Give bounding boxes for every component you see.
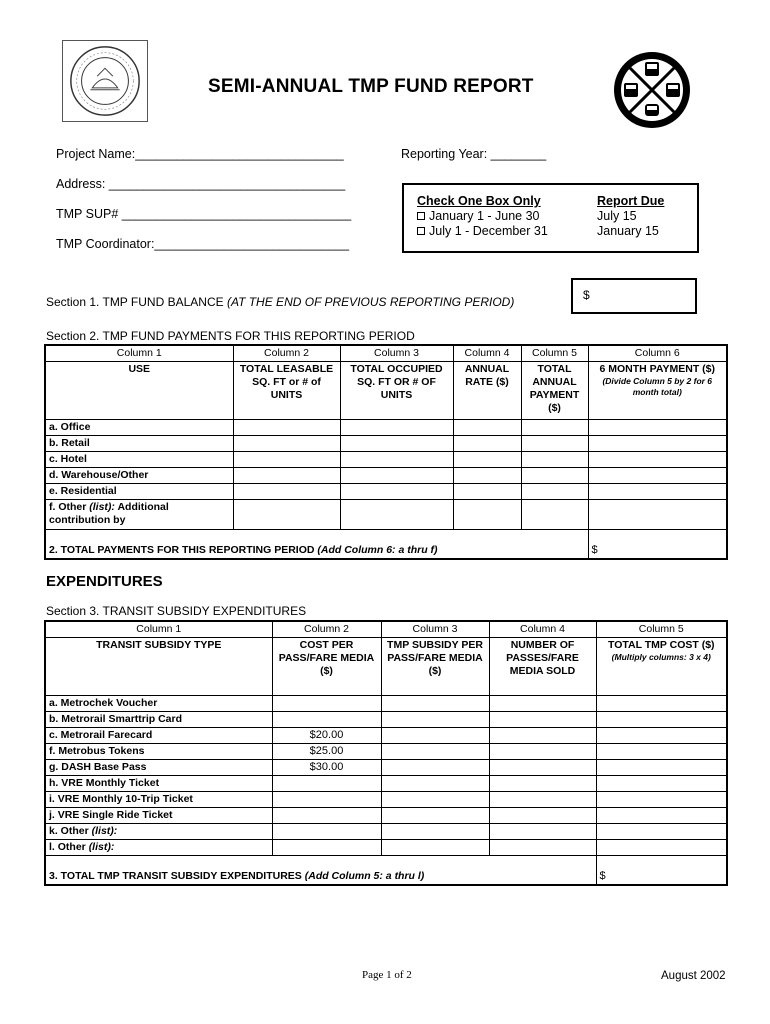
row-label: h. VRE Monthly Ticket — [45, 775, 272, 791]
table-cell[interactable] — [596, 727, 727, 743]
table-cell[interactable] — [489, 823, 596, 839]
table-cell[interactable] — [596, 823, 727, 839]
revision-date: August 2002 — [661, 970, 726, 982]
cost-cell[interactable] — [272, 711, 381, 727]
table-cell[interactable] — [272, 839, 381, 855]
cost-cell[interactable] — [272, 791, 381, 807]
column-number: Column 1 — [45, 345, 233, 361]
cost-cell[interactable]: $20.00 — [272, 727, 381, 743]
column-header-6-month-payment: 6 MONTH PAYMENT ($) (Divide Column 5 by 2 for 6 month total) — [588, 361, 727, 419]
table-cell[interactable] — [453, 419, 521, 435]
table-cell[interactable] — [340, 499, 453, 529]
row-label: b. Metrorail Smarttrip Card — [45, 711, 272, 727]
cost-cell[interactable] — [272, 775, 381, 791]
section1-label: Section 1. TMP FUND BALANCE (AT THE END OF PREVIOUS REPORTING PERIOD) — [46, 295, 515, 309]
table-cell[interactable] — [340, 467, 453, 483]
table-cell[interactable] — [588, 467, 727, 483]
table-cell[interactable] — [489, 695, 596, 711]
table-cell[interactable] — [233, 467, 340, 483]
table-cell[interactable] — [233, 483, 340, 499]
table-cell[interactable] — [596, 791, 727, 807]
table-cell[interactable] — [596, 807, 727, 823]
report-due-january: January 15 — [597, 224, 659, 238]
table-cell[interactable] — [489, 791, 596, 807]
table-cell[interactable] — [381, 775, 489, 791]
section3-label: Section 3. TRANSIT SUBSIDY EXPENDITURES — [46, 604, 307, 618]
column-number: Column 4 — [489, 621, 596, 637]
table-cell[interactable] — [521, 435, 588, 451]
check-one-heading: Check One Box Only — [417, 194, 541, 208]
row-label-other: f. Other (list): Additional contribution by — [45, 499, 233, 529]
col5-note: (Multiply columns: 3 x 4) — [611, 651, 711, 662]
total-expenditures-label: 3. TOTAL TMP TRANSIT SUBSIDY EXPENDITURES (Add Column 5: a thru l) — [45, 855, 596, 885]
row-label: f. Metrobus Tokens — [45, 743, 272, 759]
table-cell[interactable] — [381, 695, 489, 711]
fund-balance-box[interactable]: $ — [571, 278, 697, 314]
table-cell[interactable] — [381, 807, 489, 823]
table-cell[interactable] — [233, 419, 340, 435]
column-header-annual-payment: TOTAL ANNUAL PAYMENT ($) — [521, 361, 588, 419]
table-cell[interactable] — [596, 743, 727, 759]
column-header-use: USE — [45, 361, 233, 419]
table-cell[interactable] — [381, 791, 489, 807]
table-cell[interactable] — [381, 839, 489, 855]
column-header-annual-rate: ANNUAL RATE ($) — [453, 361, 521, 419]
table-cell[interactable] — [233, 499, 340, 529]
table-cell[interactable] — [489, 743, 596, 759]
reporting-year-field[interactable]: Reporting Year: ________ — [401, 147, 547, 161]
column-number: Column 2 — [272, 621, 381, 637]
checkbox-icon[interactable] — [417, 227, 425, 235]
total-payments-value[interactable]: $ — [588, 529, 727, 559]
row-label-other-k: k. Other (list): — [45, 823, 272, 839]
row-label: i. VRE Monthly 10-Trip Ticket — [45, 791, 272, 807]
table-cell[interactable] — [453, 435, 521, 451]
table-cell[interactable] — [489, 807, 596, 823]
cost-cell[interactable]: $25.00 — [272, 743, 381, 759]
table-cell[interactable] — [453, 483, 521, 499]
table-cell[interactable] — [596, 695, 727, 711]
table-cell[interactable] — [588, 483, 727, 499]
table-cell[interactable] — [489, 775, 596, 791]
tmp-sup-field[interactable]: TMP SUP# _________________________________ — [56, 207, 352, 221]
table-cell[interactable] — [596, 759, 727, 775]
table-cell[interactable] — [233, 435, 340, 451]
column-number: Column 1 — [45, 621, 272, 637]
table-cell[interactable] — [588, 419, 727, 435]
table-cell[interactable] — [521, 419, 588, 435]
table-cell[interactable] — [489, 839, 596, 855]
table-cell[interactable] — [588, 435, 727, 451]
transit-subsidy-table — [44, 620, 728, 886]
report-due-heading: Report Due — [597, 194, 665, 208]
column-header-number-sold: NUMBER OF PASSES/FARE MEDIA SOLD — [489, 637, 596, 695]
table-cell[interactable] — [588, 499, 727, 529]
period-option-jan-jun[interactable]: January 1 - June 30 — [417, 209, 540, 223]
section2-label: Section 2. TMP FUND PAYMENTS FOR THIS REPORTING PERIOD — [46, 329, 415, 343]
column-number: Column 2 — [233, 345, 340, 361]
transit-logo — [612, 50, 692, 130]
table-cell[interactable] — [596, 711, 727, 727]
table-cell[interactable] — [489, 711, 596, 727]
column-header-cost-per-pass: COST PER PASS/FARE MEDIA ($) — [272, 637, 381, 695]
tmp-coordinator-field[interactable]: TMP Coordinator:____________________________ — [56, 237, 350, 251]
project-name-field[interactable]: Project Name:______________________________ — [56, 147, 344, 161]
table-cell[interactable] — [596, 775, 727, 791]
table-cell[interactable] — [381, 711, 489, 727]
address-field[interactable]: Address: __________________________________ — [56, 177, 346, 191]
row-label-office: a. Office — [45, 419, 233, 435]
table-cell[interactable] — [381, 727, 489, 743]
checkbox-icon[interactable] — [417, 212, 425, 220]
row-label: a. Metrochek Voucher — [45, 695, 272, 711]
column-number: Column 4 — [453, 345, 521, 361]
table-cell[interactable] — [340, 419, 453, 435]
table-cell[interactable] — [453, 467, 521, 483]
reporting-period-panel — [402, 183, 699, 253]
column-number: Column 5 — [521, 345, 588, 361]
row-label-warehouse: d. Warehouse/Other — [45, 467, 233, 483]
column-number: Column 3 — [340, 345, 453, 361]
table-cell[interactable] — [596, 839, 727, 855]
row-label-hotel: c. Hotel — [45, 451, 233, 467]
column-header-subsidy-type: TRANSIT SUBSIDY TYPE — [45, 637, 272, 695]
table-cell[interactable] — [453, 499, 521, 529]
column-number: Column 6 — [588, 345, 727, 361]
table-cell[interactable] — [381, 759, 489, 775]
column-header-occupied: TOTAL OCCUPIED SQ. FT OR # OF UNITS — [340, 361, 453, 419]
table-cell[interactable] — [453, 451, 521, 467]
table-cell[interactable] — [272, 823, 381, 839]
row-label-other-l: l. Other (list): — [45, 839, 272, 855]
row-label: g. DASH Base Pass — [45, 759, 272, 775]
column-header-leasable: TOTAL LEASABLE SQ. FT or # of UNITS — [233, 361, 340, 419]
cost-cell[interactable] — [272, 807, 381, 823]
table-cell[interactable] — [521, 451, 588, 467]
column-header-total-tmp-cost: TOTAL TMP COST ($) (Multiply columns: 3 x 4) — [596, 637, 727, 695]
table-cell[interactable] — [521, 499, 588, 529]
row-label: c. Metrorail Farecard — [45, 727, 272, 743]
column-number: Column 5 — [596, 621, 727, 637]
cost-cell[interactable] — [272, 695, 381, 711]
city-seal — [62, 40, 148, 122]
column-header-tmp-subsidy: TMP SUBSIDY PER PASS/FARE MEDIA ($) — [381, 637, 489, 695]
row-label-retail: b. Retail — [45, 435, 233, 451]
row-label: j. VRE Single Ride Ticket — [45, 807, 272, 823]
row-label-residential: e. Residential — [45, 483, 233, 499]
table-cell[interactable] — [588, 451, 727, 467]
table-cell[interactable] — [489, 727, 596, 743]
column-number: Column 3 — [381, 621, 489, 637]
table-cell[interactable] — [521, 483, 588, 499]
total-payments-label: 2. TOTAL PAYMENTS FOR THIS REPORTING PERIOD (Add Column 6: a thru f) — [45, 529, 588, 559]
table-cell[interactable] — [521, 467, 588, 483]
table-cell[interactable] — [340, 435, 453, 451]
expenditures-heading: EXPENDITURES — [46, 573, 163, 590]
total-expenditures-value[interactable]: $ — [596, 855, 727, 885]
table-cell[interactable] — [489, 759, 596, 775]
page-number: Page 1 of 2 — [362, 969, 412, 981]
period-option-jul-dec[interactable]: July 1 - December 31 — [417, 224, 548, 238]
fund-payments-table — [44, 344, 728, 560]
col6-note: (Divide Column 5 by 2 for 6 month total) — [602, 375, 713, 397]
report-due-july: July 15 — [597, 209, 637, 223]
table-cell[interactable] — [340, 483, 453, 499]
table-cell[interactable] — [233, 451, 340, 467]
table-cell[interactable] — [381, 743, 489, 759]
table-cell[interactable] — [381, 823, 489, 839]
cost-cell[interactable]: $30.00 — [272, 759, 381, 775]
document-title: SEMI-ANNUAL TMP FUND REPORT — [208, 76, 534, 97]
table-cell[interactable] — [340, 451, 453, 467]
